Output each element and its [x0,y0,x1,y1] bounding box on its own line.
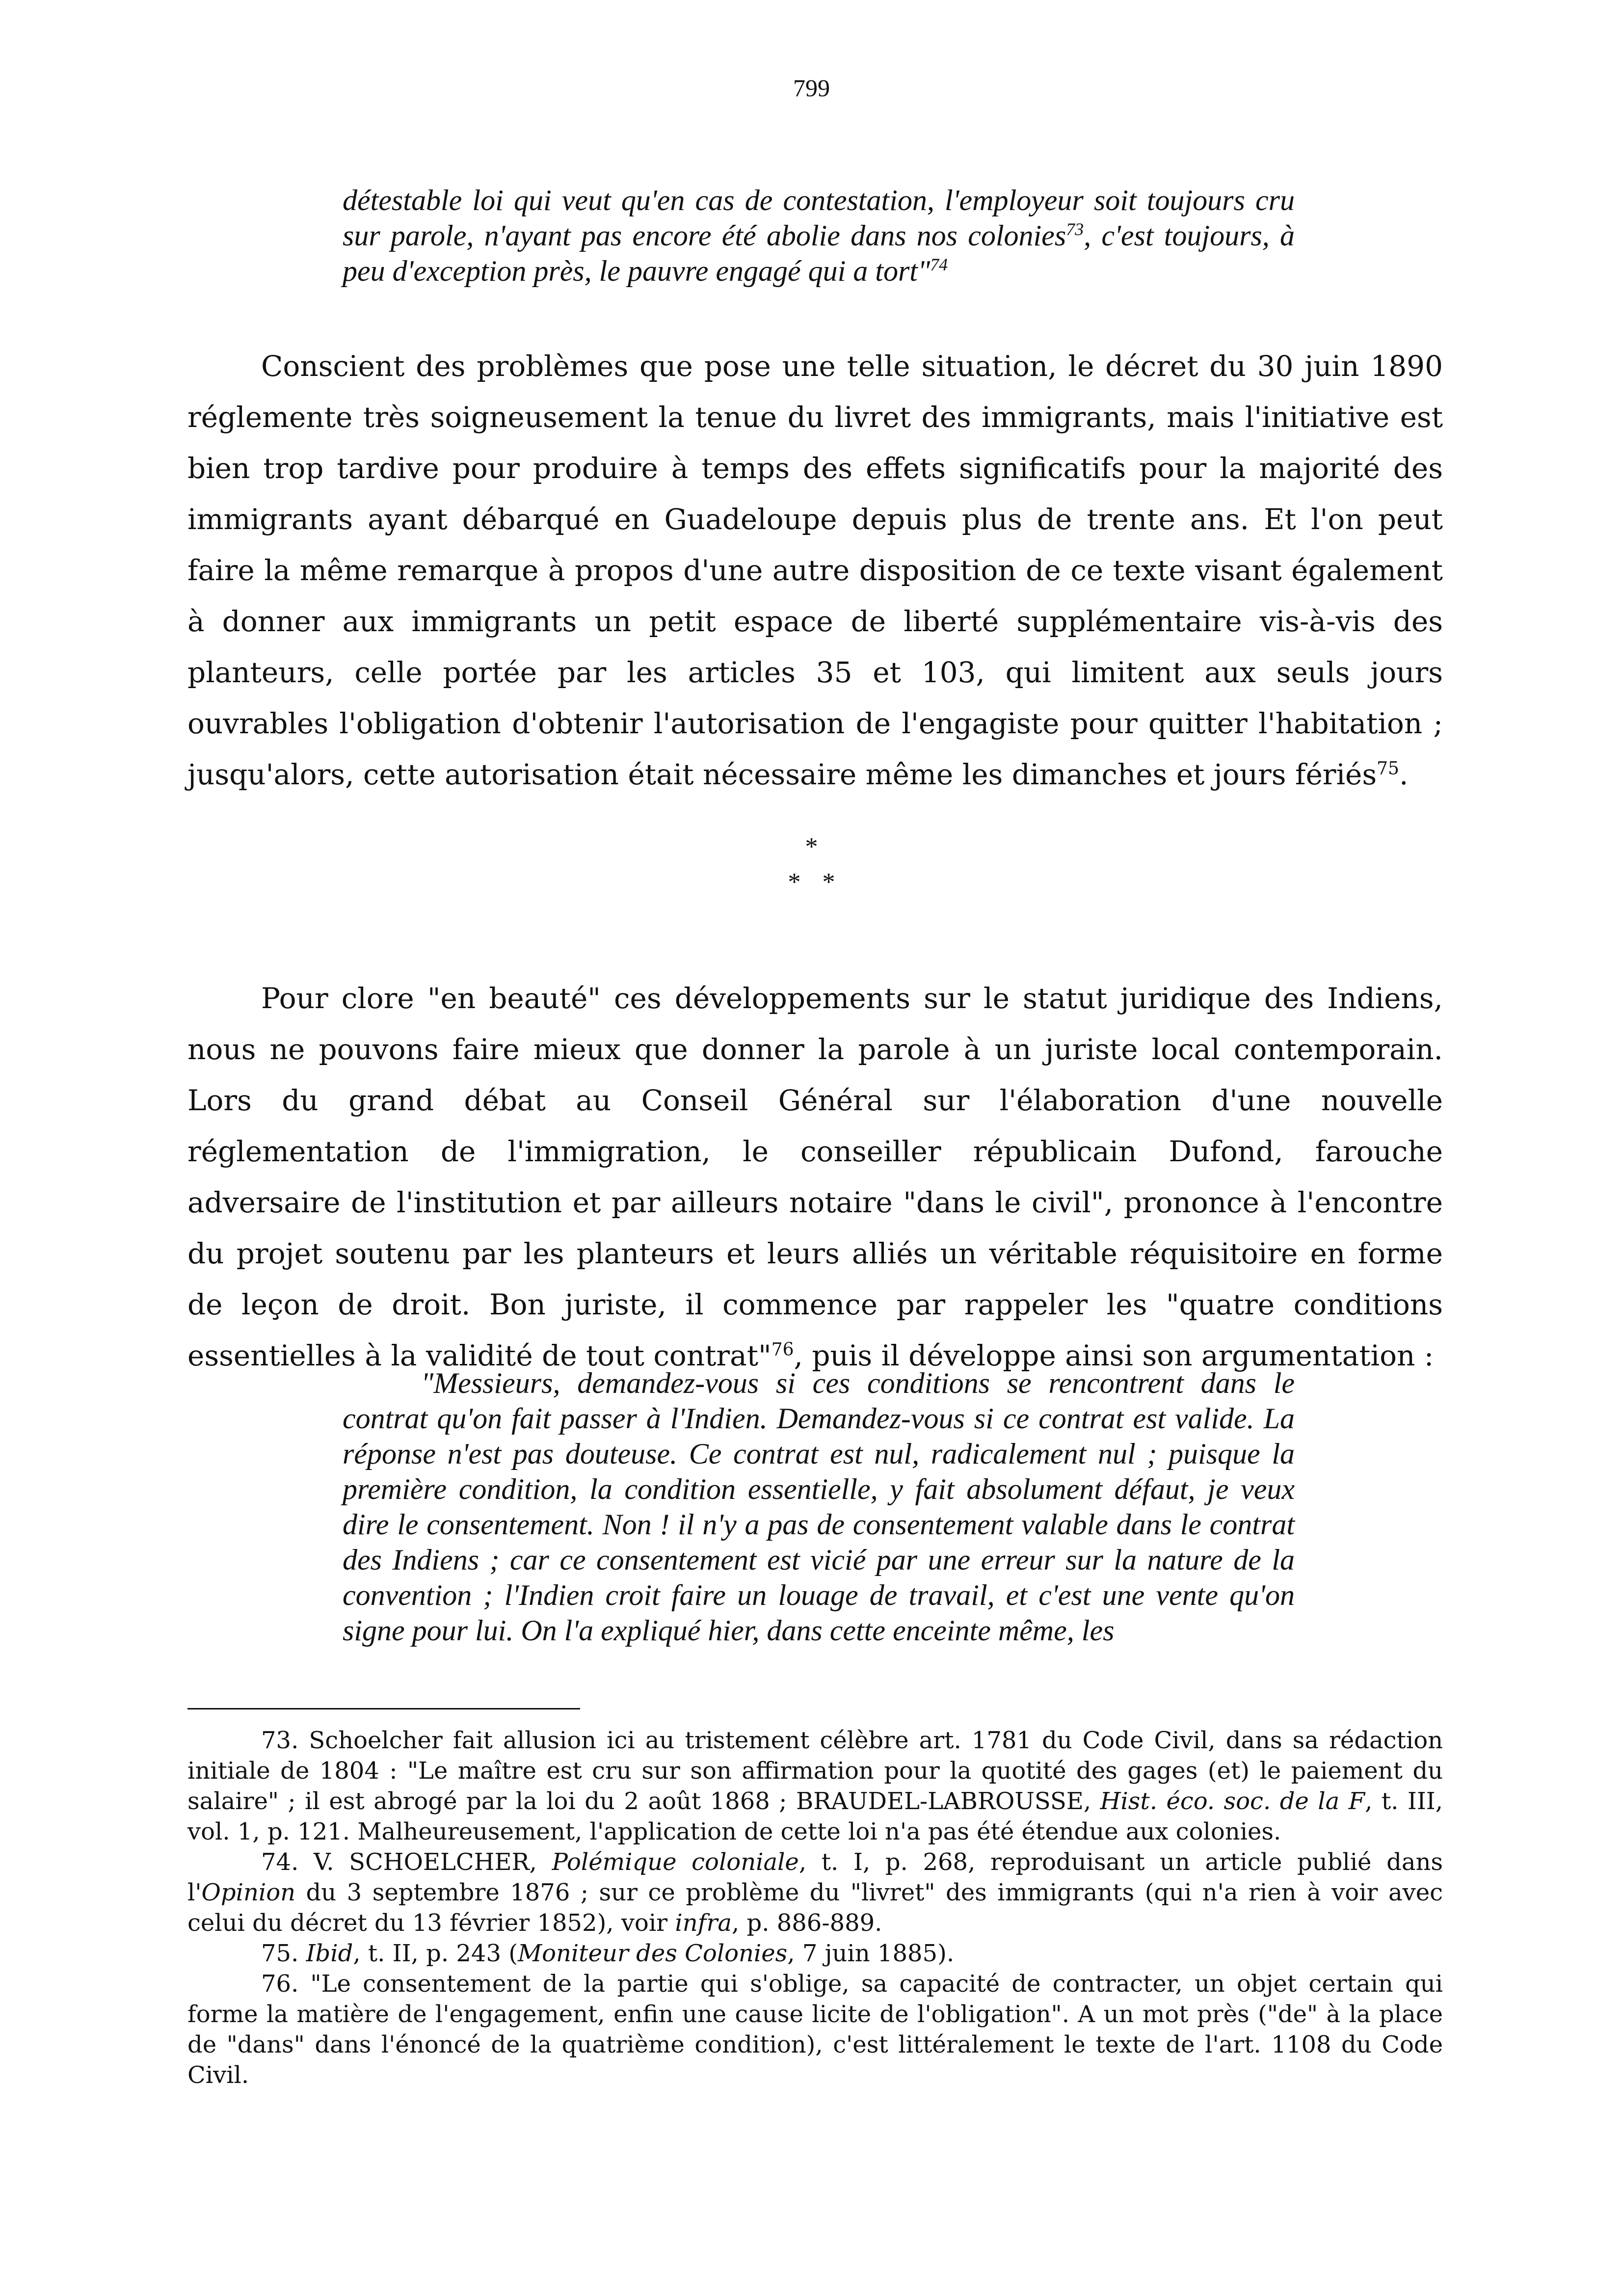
footnote-italic: Moniteur des Colonies [517,1940,788,1967]
footnote-73 [187,1725,1443,1847]
footnote-italic: infra [675,1909,732,1937]
asterisk-top: * [805,833,818,861]
footnote-italic: Ibid [306,1940,353,1967]
footnote-ref-76[interactable]: 76 [771,1339,794,1360]
asterisk-right: * [822,868,835,896]
paragraph-text: Pour clore "en beauté" ces développements sur le statut juridique des Indiens, nous ne pouvons faire mieux que donner la parole à un juriste local contemporain. Lors du grand débat au Conseil Général sur l'élaboration d'une nouvelle réglementation de l'immigration, le conseiller républicain Dufond, farouche adversaire de l'institution et par ailleurs notaire "dans le civil", prononce à l'encontre du projet soutenu par les planteurs et leurs alliés un véritable réquisitoire en forme de leçon de droit. Bon juriste, il commence par rappeler les "quatre conditions essentielles à la validité de tout contrat" [187,982,1443,1372]
footnote-text: du 3 septembre 1876 ; sur ce problème du "livret" des immigrants (qui n'a rien à voir avec celui du décret du 13 février 1852), voir [187,1879,1443,1937]
paragraph-text: Conscient des problèmes que pose une telle situation, le décret du 30 juin 1890 réglemente très soigneusement la tenue du livret des immigrants, mais l'initiative est bien trop tardive pour produire à temps des effets significatifs pour la majorité des immigrants ayant débarqué en Guadeloupe depuis plus de trente ans. Et l'on peut faire la même remarque à propos d'une autre disposition de ce texte visant également à donner aux immigrants un petit espace de liberté supplémentaire vis-à-vis des planteurs, celle portée par les articles 35 et 103, qui limitent aux seuls jours ouvrables l'obligation d'obtenir l'autorisation de l'engagiste pour quitter l'habitation ; jusqu'alors, cette autorisation était nécessaire même les dimanches et jours fériés [187,349,1443,791]
block-quote-top [343,183,1295,289]
footnote-italic: Opinion [201,1879,296,1906]
footnote-text: 75. [261,1940,306,1967]
footnote-76: 76. "Le consentement de la partie qui s'oblige, sa capacité de contracter, un objet certain qui forme la matière de l'engagement, enfin une cause licite de l'obligation". A un mot près ("de" à la place de "dans" dans l'énoncé de la quatrième condition), c'est littéralement le texte de l'art. 1108 du Code Civil. [187,1970,1443,2089]
footnote-italic: Hist. éco. soc. de la F [1100,1788,1365,1815]
paragraph-dufond [187,973,1443,1381]
footnote-74 [187,1847,1443,1938]
asterisk-row [0,865,1623,900]
paragraph-end: , puis il développe ainsi son argumentation : [794,1339,1434,1372]
section-separator [0,829,1623,900]
footnote-text: , 7 juin 1885). [787,1940,955,1967]
footnote-text: , p. 886-889. [731,1909,882,1937]
footnote-text: 74. V. SCHOELCHER, [261,1848,552,1876]
footnote-ref-75[interactable]: 75 [1377,758,1399,779]
block-quote-dufond: "Messieurs, demandez-vous si ces conditions se rencontrent dans le contrat qu'on fait passer à l'Indien. Demandez-vous si ce contrat est valide. La réponse n'est pas douteuse. Ce contrat est nul, radicalement nul ; puisque la première condition, la condition essentielle, y fait absolument défaut, je veux dire le consentement. Non ! il n'y a pas de consentement valable dans le contrat des Indiens ; car ce consentement est vicié par une erreur sur la nature de la convention ; l'Indien croit faire un louage de travail, et c'est une vente qu'on signe pour lui. On l'a expliqué hier, dans cette enceinte même, les [343,1367,1295,1647]
footnote-italic: Polémique coloniale [552,1848,799,1876]
footnote-text: 73. Schoelcher fait allusion ici au tristement célèbre art. 1781 du Code Civil, dans sa rédaction initiale de 1804 : "Le maître est cru sur son affirmation pour la quotité des gages (et) le paiement du salaire" ; il est abrogé par la loi du 2 août 1868 ; BRAUDEL-LABROUSSE, [187,1727,1443,1815]
quote-text: détestable loi qui veut qu'en cas de contestation, l'employeur soit toujours cru sur parole, n'ayant pas encore été abolie dans nos colonies [343,184,1295,252]
footnote-text: , t. III, vol. 1, p. 121. Malheureusement, l'application de cette loi n'a pas été étendue aux colonies. [187,1788,1443,1845]
footnote-ref-74[interactable]: 74 [930,255,948,274]
asterisk-left: * [788,868,801,896]
footnote-text: , t. II, p. 243 ( [353,1940,518,1967]
page-number: 799 [793,74,830,102]
paragraph-livret [187,341,1443,800]
footnote-divider [187,1708,580,1709]
footnote-75 [187,1938,1443,1969]
footnote-ref-73[interactable]: 73 [1066,219,1084,239]
paragraph-end: . [1399,758,1409,791]
footnote-text: , t. I, p. 268, reproduisant un article publié dans l' [187,1848,1443,1906]
footnotes [187,1725,1443,2090]
quote-text-cont: , c'est toujours, à peu d'exception près, le pauvre engagé qui a tort" [343,219,1295,287]
